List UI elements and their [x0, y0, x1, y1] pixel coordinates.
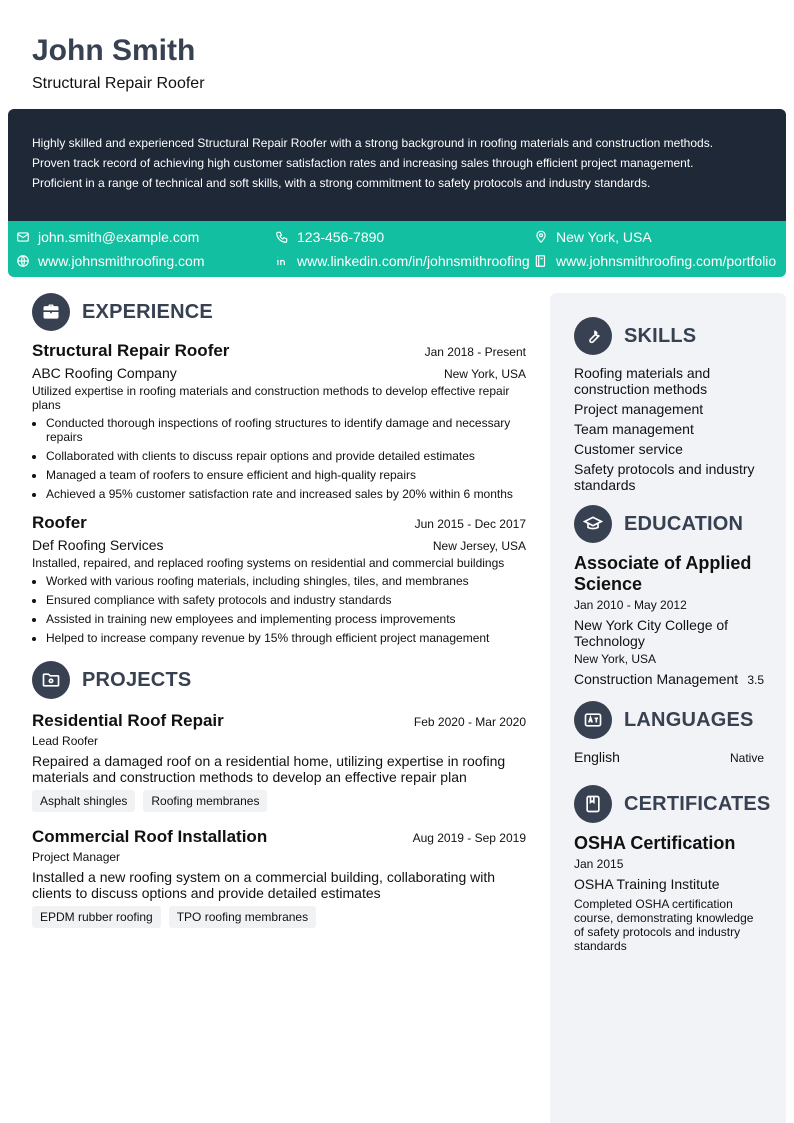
email-text: john.smith@example.com — [38, 229, 200, 245]
job-title: Roofer — [32, 513, 87, 532]
contact-email[interactable] — [16, 229, 199, 245]
job-dates: Jun 2015 - Dec 2017 — [414, 517, 526, 531]
job-location: New Jersey, USA — [432, 539, 526, 553]
education-school: New York City College of Technology — [574, 617, 729, 649]
linkedin-text: www.linkedin.com/in/johnsmithroofing — [297, 253, 530, 269]
email-icon — [16, 230, 30, 244]
list-item: • Ensured compliance with safety protocols and industry standards — [46, 593, 526, 607]
job-title: Structural Repair Roofer — [32, 341, 230, 360]
candidate-title: Structural Repair Roofer — [32, 75, 205, 92]
language-entry — [574, 749, 764, 765]
project-entry — [32, 827, 526, 928]
certificate-description: Completed OSHA certification course, demonstrating knowledge of safety protocols and industry standards — [574, 897, 754, 953]
job-entry — [32, 341, 526, 501]
job-bullets — [32, 574, 526, 645]
globe-icon — [16, 254, 30, 268]
list-item: • Worked with various roofing materials, including shingles, tiles, and membranes — [46, 574, 526, 588]
list-item: Project management — [574, 401, 704, 417]
list-item: Customer service — [574, 441, 683, 457]
list-item: Team management — [574, 421, 694, 437]
job-dates: Jan 2018 - Present — [424, 345, 526, 359]
list-item: • Collaborated with clients to discuss repair options and provide detailed estimates — [46, 449, 526, 463]
certificate-entry — [574, 833, 764, 953]
languages-heading — [574, 701, 764, 739]
certificate-book-icon — [574, 785, 612, 823]
graduation-cap-icon — [574, 505, 612, 543]
list-item: • Conducted thorough inspections of roofing structures to identify damage and necessary repairs — [46, 416, 526, 444]
contact-portfolio[interactable] — [534, 253, 776, 269]
languages-title: LANGUAGES — [624, 708, 754, 731]
main-column — [32, 293, 526, 928]
certificates-heading — [574, 785, 771, 823]
list-item: • Managed a team of roofers to ensure efficient and high-quality repairs — [46, 468, 526, 482]
resume-header — [32, 34, 205, 93]
contact-website[interactable] — [16, 253, 205, 269]
wrench-icon — [574, 317, 612, 355]
job-company: Def Roofing Services — [32, 537, 164, 553]
job-location: New York, USA — [443, 367, 526, 381]
language-name: English — [574, 749, 620, 765]
certificate-issuer: OSHA Training Institute — [574, 876, 720, 892]
summary-line: Proficient in a range of technical and soft skills, with a strong commitment to safety protocols and industry standards. — [32, 176, 651, 190]
sidebar — [550, 293, 786, 1123]
tag: TPO roofing membranes — [169, 906, 316, 928]
project-title: Residential Roof Repair — [32, 711, 224, 730]
language-level: Native — [729, 751, 764, 765]
project-title: Commercial Roof Installation — [32, 827, 268, 846]
phone-icon — [275, 230, 289, 244]
location-text: New York, USA — [556, 229, 652, 245]
project-role: Lead Roofer — [32, 734, 99, 748]
website-text: www.johnsmithroofing.com — [38, 253, 205, 269]
projects-title: PROJECTS — [82, 668, 192, 691]
project-tags — [32, 906, 526, 928]
job-bullets — [32, 416, 526, 501]
job-description: Utilized expertise in roofing materials and construction methods to develop effective repair plans — [32, 384, 510, 412]
candidate-name: John Smith — [32, 34, 196, 67]
skills-heading — [574, 317, 764, 355]
contact-bar — [8, 221, 786, 277]
project-role: Project Manager — [32, 850, 121, 864]
project-description: Installed a new roofing system on a commercial building, collaborating with clients to discuss options and provide detailed estimates — [32, 869, 496, 901]
education-location: New York, USA — [574, 652, 657, 666]
phone-text: 123-456-7890 — [297, 229, 385, 245]
project-tags — [32, 790, 526, 812]
portfolio-icon — [534, 254, 548, 268]
location-pin-icon — [534, 230, 548, 244]
list-item: • Helped to increase company revenue by 15% through efficient project management — [46, 631, 526, 645]
education-gpa: 3.5 — [747, 673, 764, 687]
translate-icon — [574, 701, 612, 739]
list-item: Safety protocols and industry standards — [574, 461, 755, 493]
experience-title: EXPERIENCE — [82, 300, 213, 323]
list-item: Roofing materials and construction methods — [574, 365, 711, 397]
contact-phone[interactable] — [275, 229, 384, 245]
project-dates: Aug 2019 - Sep 2019 — [412, 831, 526, 845]
experience-heading — [32, 293, 526, 331]
tag: Roofing membranes — [143, 790, 267, 812]
project-dates: Feb 2020 - Mar 2020 — [413, 715, 526, 729]
list-item: • Achieved a 95% customer satisfaction rate and increased sales by 20% within 6 months — [46, 487, 526, 501]
project-description: Repaired a damaged roof on a residential home, utilizing expertise in roofing materials and construction methods to develop an effective repair plan — [32, 753, 506, 785]
education-entry — [574, 553, 764, 687]
education-title: EDUCATION — [624, 512, 744, 535]
certificate-date: Jan 2015 — [574, 857, 624, 871]
certificate-name: OSHA Certification — [574, 833, 736, 853]
summary-block — [8, 109, 786, 221]
education-heading — [574, 505, 764, 543]
job-entry — [32, 513, 526, 645]
skills-title: SKILLS — [624, 324, 697, 347]
folder-icon — [32, 661, 70, 699]
summary-line: Proven track record of achieving high customer satisfaction rates and increasing sales through efficient project management. — [32, 156, 694, 170]
job-company: ABC Roofing Company — [32, 365, 177, 381]
certificates-title: CERTIFICATES — [624, 792, 771, 815]
contact-linkedin[interactable] — [275, 253, 530, 269]
briefcase-icon — [32, 293, 70, 331]
education-dates: Jan 2010 - May 2012 — [574, 598, 687, 612]
summary-line: Highly skilled and experienced Structural Repair Roofer with a strong background in roofing materials and construction methods. — [32, 136, 714, 150]
education-field: Construction Management — [574, 671, 739, 687]
education-degree: Associate of Applied Science — [574, 553, 752, 594]
tag: Asphalt shingles — [32, 790, 135, 812]
linkedin-icon — [275, 254, 289, 268]
job-description: Installed, repaired, and replaced roofing systems on residential and commercial buildings — [32, 556, 505, 570]
projects-heading — [32, 661, 526, 699]
tag: EPDM rubber roofing — [32, 906, 161, 928]
skills-list — [574, 365, 764, 493]
project-entry — [32, 711, 526, 812]
list-item: • Assisted in training new employees and implementing process improvements — [46, 612, 526, 626]
contact-location — [534, 229, 652, 245]
portfolio-text: www.johnsmithroofing.com/portfolio — [556, 253, 777, 269]
